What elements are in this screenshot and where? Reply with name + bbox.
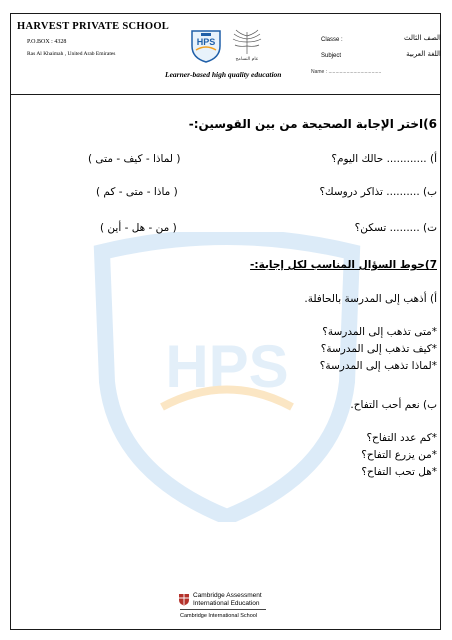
q6-options-c[interactable]: ( من - هل - أين ) <box>100 222 177 234</box>
tolerance-year-logo-icon <box>228 28 266 62</box>
watermark-text: HPS <box>165 333 289 400</box>
tolerance-year-text: عام التسامح <box>235 57 259 62</box>
q7-choice-a1[interactable]: *متى تذهب إلى المدرسة؟ <box>322 326 437 338</box>
po-box: P.O.BOX : 4328 <box>27 39 67 45</box>
question6-title: 6)اختر الإجابة الصحيحة من بين القوسين:- <box>188 117 437 131</box>
q6-item-a: أ) ............ حالك اليوم؟ <box>331 153 437 165</box>
footer-international-education: International Education <box>193 600 260 607</box>
student-name-field[interactable]: Name : ...................................... <box>311 69 382 75</box>
school-name: HARVEST PRIVATE SCHOOL <box>17 21 170 32</box>
q6-options-b[interactable]: ( ماذا - متى - كم ) <box>96 186 178 198</box>
footer-cambridge-assessment: Cambridge Assessment <box>193 592 262 599</box>
question7-title: 7)حوط السؤال المناسب لكل إجابة:- <box>250 259 437 271</box>
class-value: الصف الثالث <box>404 34 441 42</box>
q7-choice-b2[interactable]: *من يزرع التفاح؟ <box>361 449 437 461</box>
subject-value: اللغة العربية <box>406 50 441 58</box>
q7-choice-b3[interactable]: *هل تحب التفاح؟ <box>361 466 437 478</box>
school-tagline: Learner-based high quality education <box>165 70 282 79</box>
q7-answer-b: ب) نعم أحب التفاح. <box>350 399 437 411</box>
q7-answer-a: أ) أذهب إلى المدرسة بالحافلة. <box>304 293 437 305</box>
school-city: Ras Al Khaimah , United Arab Emirates <box>27 51 116 57</box>
subject-label: Subject <box>321 53 342 59</box>
footer-divider <box>180 609 266 610</box>
hps-logo-icon <box>188 28 224 64</box>
q6-item-c: ت) ......... تسكن؟ <box>354 222 437 234</box>
hps-logo-text: HPS <box>196 37 216 47</box>
q6-item-b: ب) .......... تذاكر دروسك؟ <box>319 186 437 198</box>
q7-choice-b1[interactable]: *كم عدد التفاح؟ <box>366 432 437 444</box>
cambridge-crest-icon <box>178 593 190 606</box>
watermark-shield-icon <box>92 232 362 522</box>
footer-cambridge-school: Cambridge International School <box>180 613 258 619</box>
q7-choice-a3[interactable]: *لماذا تذهب إلى المدرسة؟ <box>319 360 437 372</box>
q6-options-a[interactable]: ( لماذا - كيف - متى ) <box>88 153 181 165</box>
q7-choice-a2[interactable]: *كيف تذهب إلى المدرسة؟ <box>320 343 437 355</box>
class-label: Classe : <box>321 37 343 43</box>
